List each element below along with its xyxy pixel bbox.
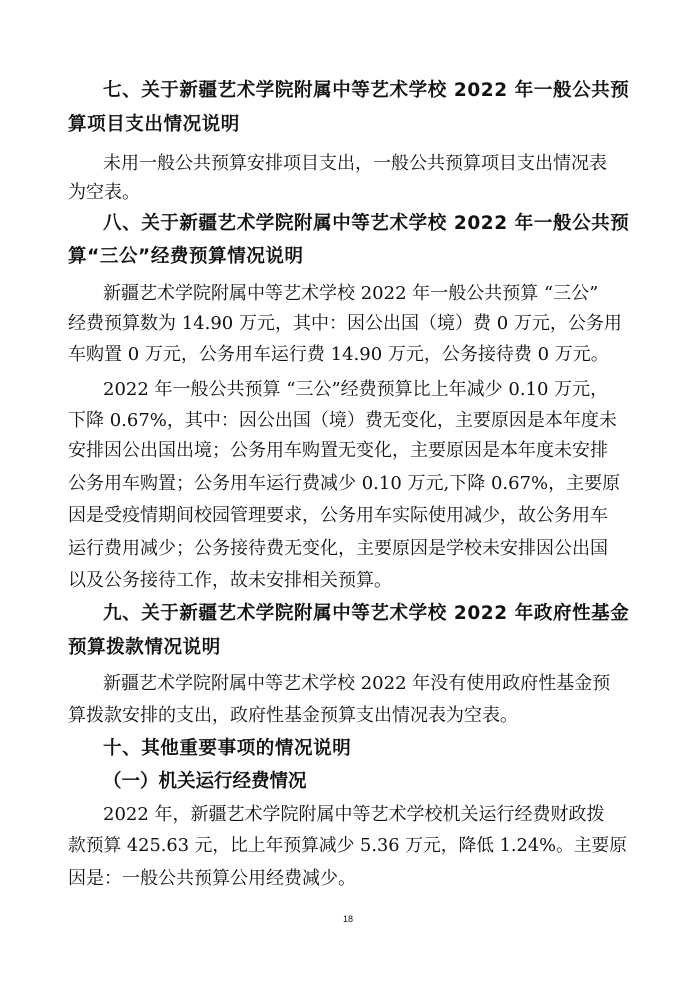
section-7-body-line: 为空表。 — [68, 182, 140, 203]
section-10-heading: 十、其他重要事项的情况说明 — [103, 738, 352, 759]
section-8-body-line: 下降 0.67%，其中：因公出国（境）费无变化，主要原因是本年度未 — [68, 410, 617, 431]
section-9-body-line: 算拨款安排的支出，政府性基金预算支出情况表为空表。 — [68, 705, 518, 726]
section-7-heading-line-1: 七、关于新疆艺术学院附属中等艺术学校 2022 年一般公共预 — [103, 80, 630, 101]
section-7-body-line: 未用一般公共预算安排项目支出，一般公共预算项目支出情况表 — [103, 153, 607, 174]
subsection-1-body-line: 因是：一般公共预算公用经费减少。 — [68, 868, 356, 889]
section-8-body-line: 新疆艺术学院附属中等艺术学校 2022 年一般公共预算 “三公” — [103, 283, 599, 304]
section-8-body-line: 以及公务接待工作，故未安排相关预算。 — [68, 570, 392, 591]
subsection-1-heading: （一）机关运行经费情况 — [103, 771, 307, 792]
page-number: 18 — [343, 914, 354, 924]
section-8-heading-line-1: 八、关于新疆艺术学院附属中等艺术学校 2022 年一般公共预 — [103, 213, 630, 234]
subsection-1-body-line: 2022 年，新疆艺术学院附属中等艺术学校机关运行经费财政拨 — [103, 804, 605, 825]
section-9-body-line: 新疆艺术学院附属中等艺术学校 2022 年没有使用政府性基金预 — [103, 673, 611, 694]
section-9-heading-line-2: 预算拨款情况说明 — [68, 637, 221, 658]
section-8-body-line: 因是受疫情期间校园管理要求，公务用车实际使用减少，故公务用车 — [68, 505, 608, 526]
section-9-heading-line-1: 九、关于新疆艺术学院附属中等艺术学校 2022 年政府性基金 — [103, 603, 630, 624]
section-8-body-line: 运行费用减少；公务接待费无变化，主要原因是学校未安排因公出国 — [68, 538, 608, 559]
section-7-heading-line-2: 算项目支出情况说明 — [68, 114, 240, 135]
subsection-1-body-line: 款预算 425.63 元，比上年预算减少 5.36 万元，降低 1.24%。主要原 — [68, 836, 627, 856]
section-8-body-line: 车购置 0 万元，公务用车运行费 14.90 万元，公务接待费 0 万元。 — [68, 344, 609, 365]
section-8-body-line: 经费预算数为 14.90 万元，其中：因公出国（境）费 0 万元，公务用 — [68, 313, 622, 334]
section-8-heading-line-2: 算“三公”经费预算情况说明 — [68, 246, 304, 267]
section-8-body-line: 2022 年一般公共预算 “三公”经费预算比上年减少 0.10 万元， — [103, 379, 609, 400]
section-8-body-line: 公务用车购置；公务用车运行费减少 0.10 万元,下降 0.67%，主要原 — [68, 473, 621, 494]
section-8-body-line: 安排因公出国出境；公务用车购置无变化，主要原因是本年度未安排 — [68, 440, 608, 461]
